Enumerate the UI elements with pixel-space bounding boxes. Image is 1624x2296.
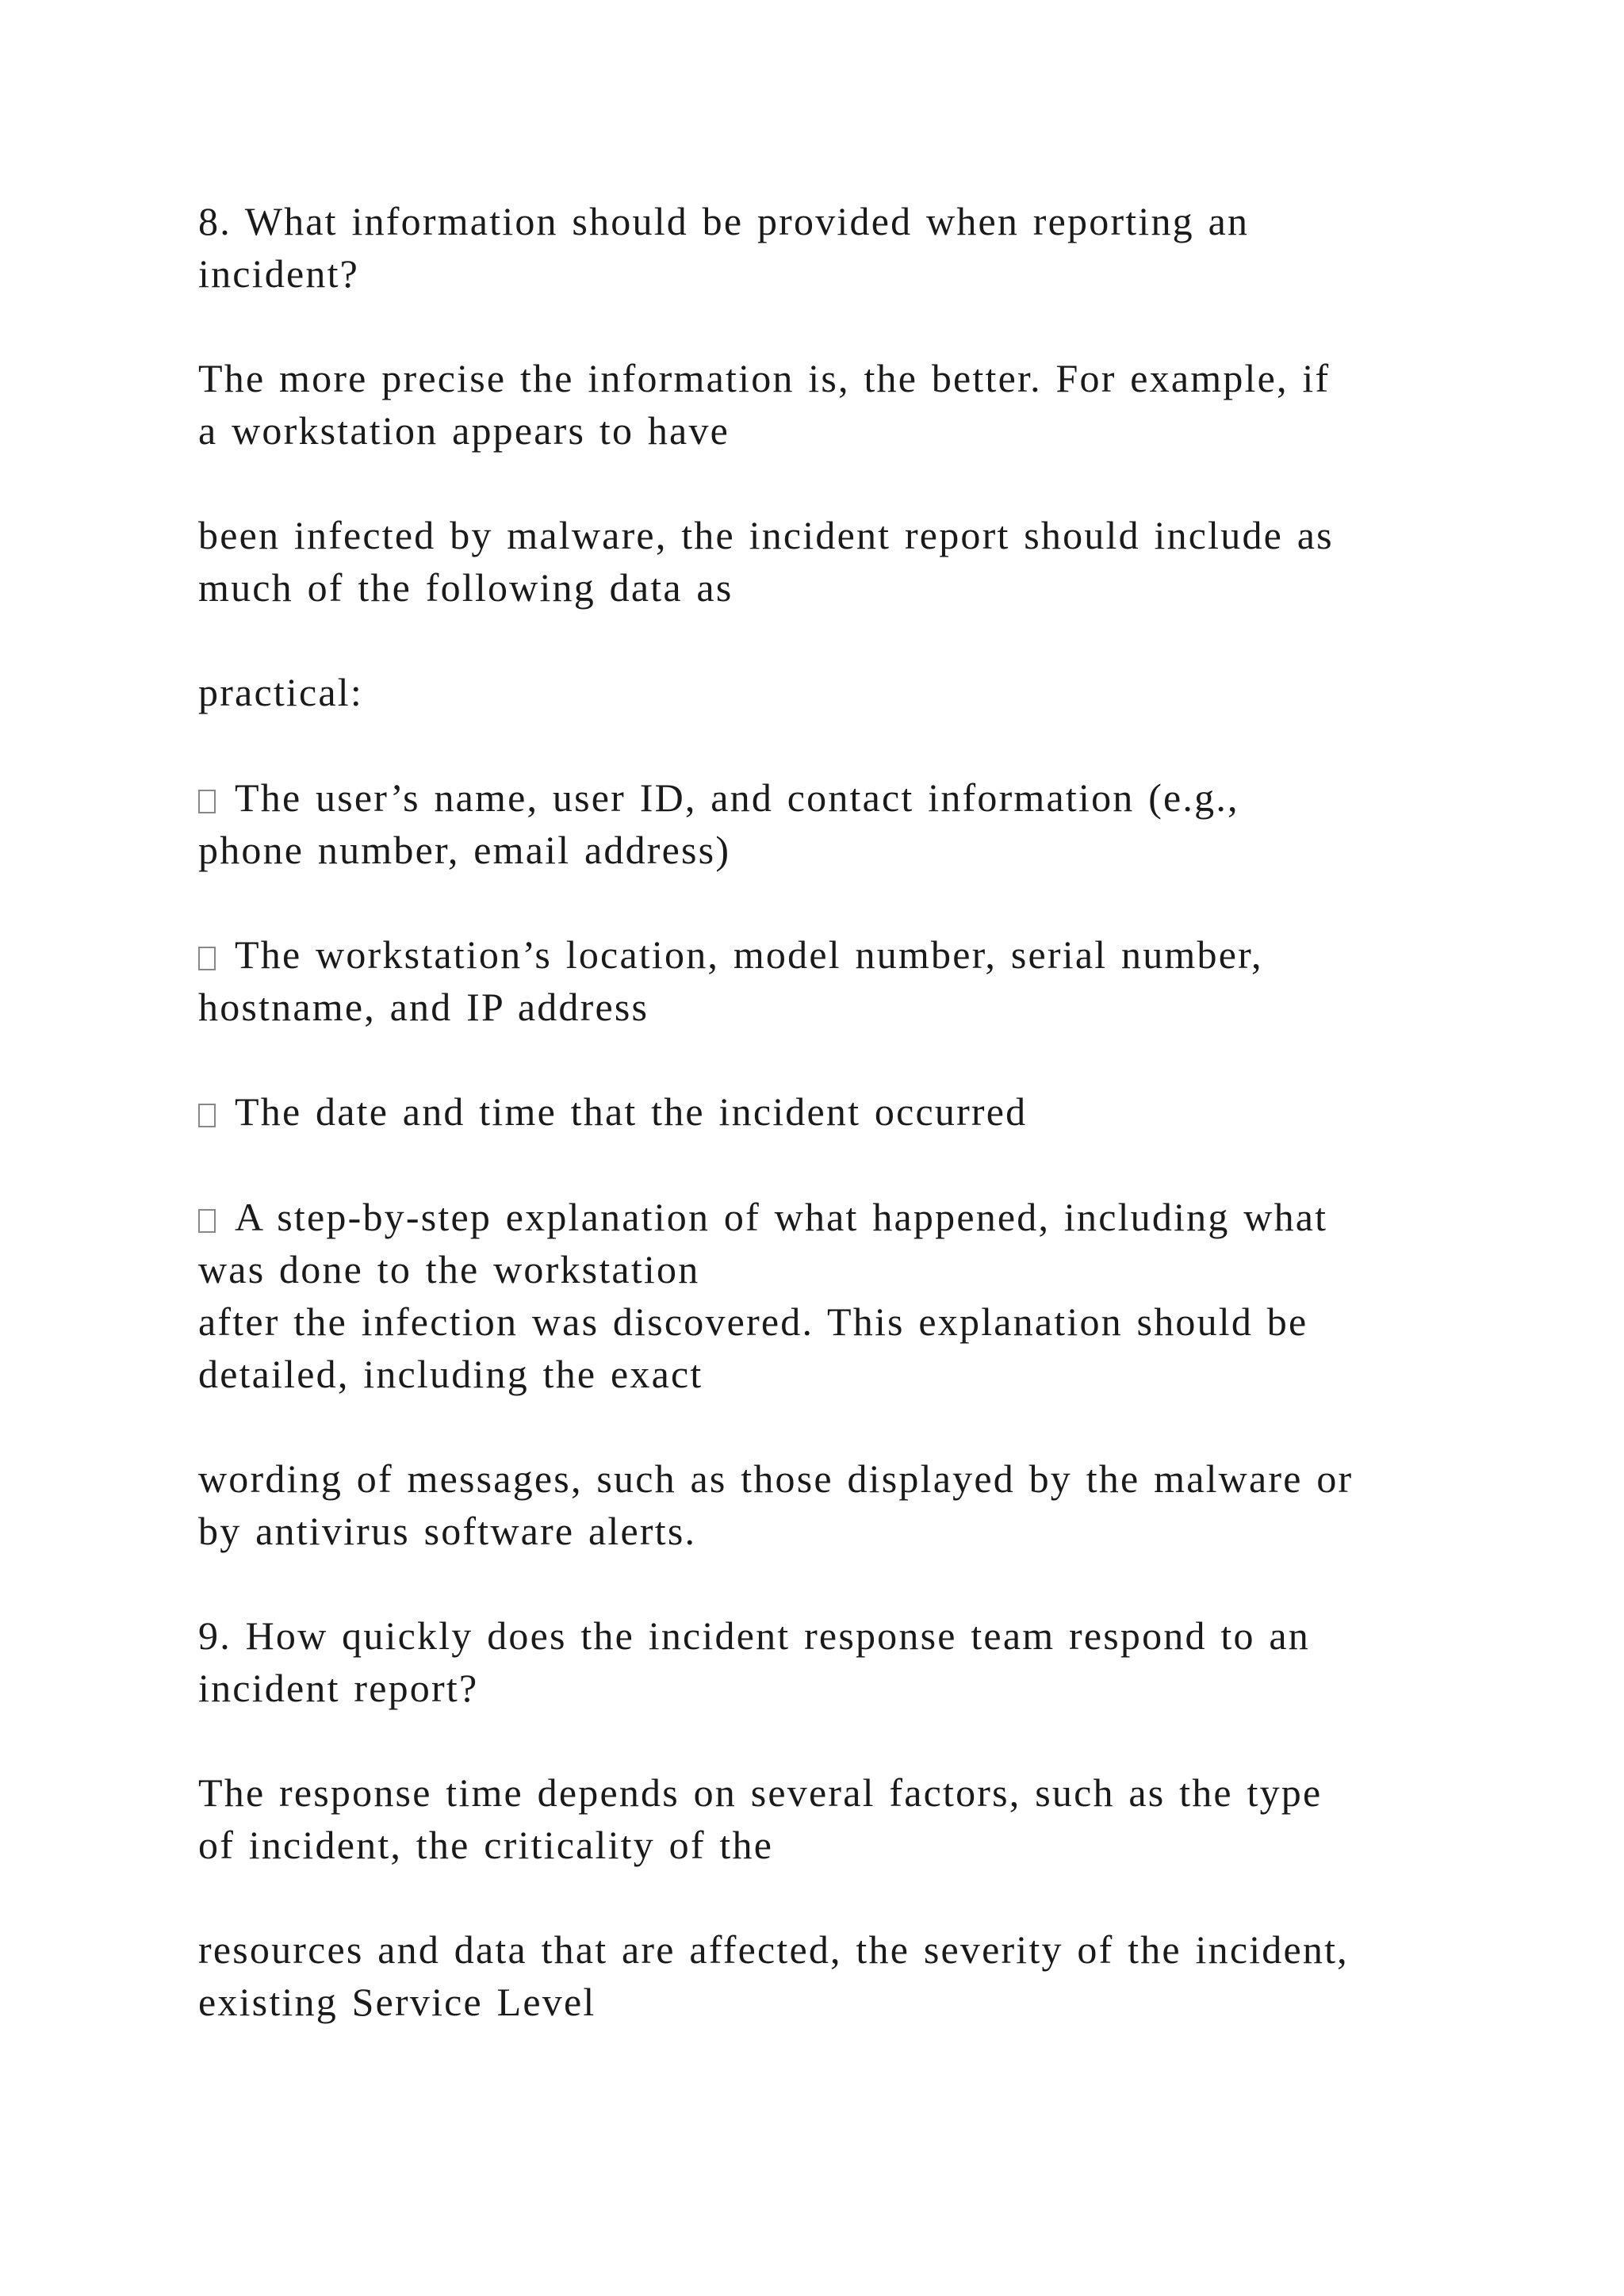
q8-heading-line-1: 8. What information should be provided when reporting an [198, 199, 1250, 243]
q9-paragraph-1-line-1: The response time depends on several factors, such as the type [198, 1770, 1323, 1815]
q9-paragraph-2-line-1: resources and data that are affected, the severity of the incident, [198, 1927, 1349, 1972]
q9-paragraph-1-line-2: of incident, the criticality of the [198, 1823, 774, 1867]
q9-paragraph-2-line-2: existing Service Level [198, 1980, 596, 2024]
bullet-item-2-text: The workstation’s location, model number, serial number, [235, 932, 1263, 977]
q8-paragraph-2-line-1: been infected by malware, the incident report should include as [198, 513, 1334, 557]
bullet-box-icon [198, 1104, 216, 1127]
bullet-box-icon [198, 947, 216, 970]
q8-paragraph-1-line-1: The more precise the information is, the better. For example, if [198, 356, 1331, 400]
bullet-item-1-line-1 [198, 771, 1239, 824]
bullet-item-1-text: The user’s name, user ID, and contact information (e.g., [235, 775, 1239, 820]
q8-paragraph-4-line-2: by antivirus software alerts. [198, 1509, 697, 1553]
bullet-item-1-line-2: phone number, email address) [198, 828, 731, 872]
bullet-item-4-line-4: detailed, including the exact [198, 1352, 703, 1396]
bullet-item-3-line-1 [198, 1085, 1027, 1138]
bullet-item-3-text: The date and time that the incident occurred [235, 1089, 1028, 1134]
bullet-box-icon [198, 1209, 216, 1233]
bullet-item-4-text: A step-by-step explanation of what happened, including what [235, 1195, 1328, 1239]
bullet-item-4-line-1 [198, 1191, 1327, 1243]
bullet-item-2-line-2: hostname, and IP address [198, 985, 649, 1029]
bullet-item-4-line-3: after the infection was discovered. This explanation should be [198, 1299, 1308, 1344]
q9-heading-line-1: 9. How quickly does the incident response team respond to an [198, 1613, 1310, 1658]
q8-paragraph-2-line-2: much of the following data as [198, 565, 733, 610]
q8-paragraph-3-line-1: practical: [198, 670, 363, 714]
bullet-box-icon [198, 790, 216, 813]
q9-heading-line-2: incident report? [198, 1666, 479, 1710]
q8-heading-line-2: incident? [198, 251, 360, 296]
bullet-item-4-line-2: was done to the workstation [198, 1247, 700, 1292]
bullet-item-2-line-1 [198, 928, 1263, 981]
q8-paragraph-1-line-2: a workstation appears to have [198, 408, 730, 453]
q8-paragraph-4-line-1: wording of messages, such as those displayed by the malware or [198, 1456, 1354, 1501]
